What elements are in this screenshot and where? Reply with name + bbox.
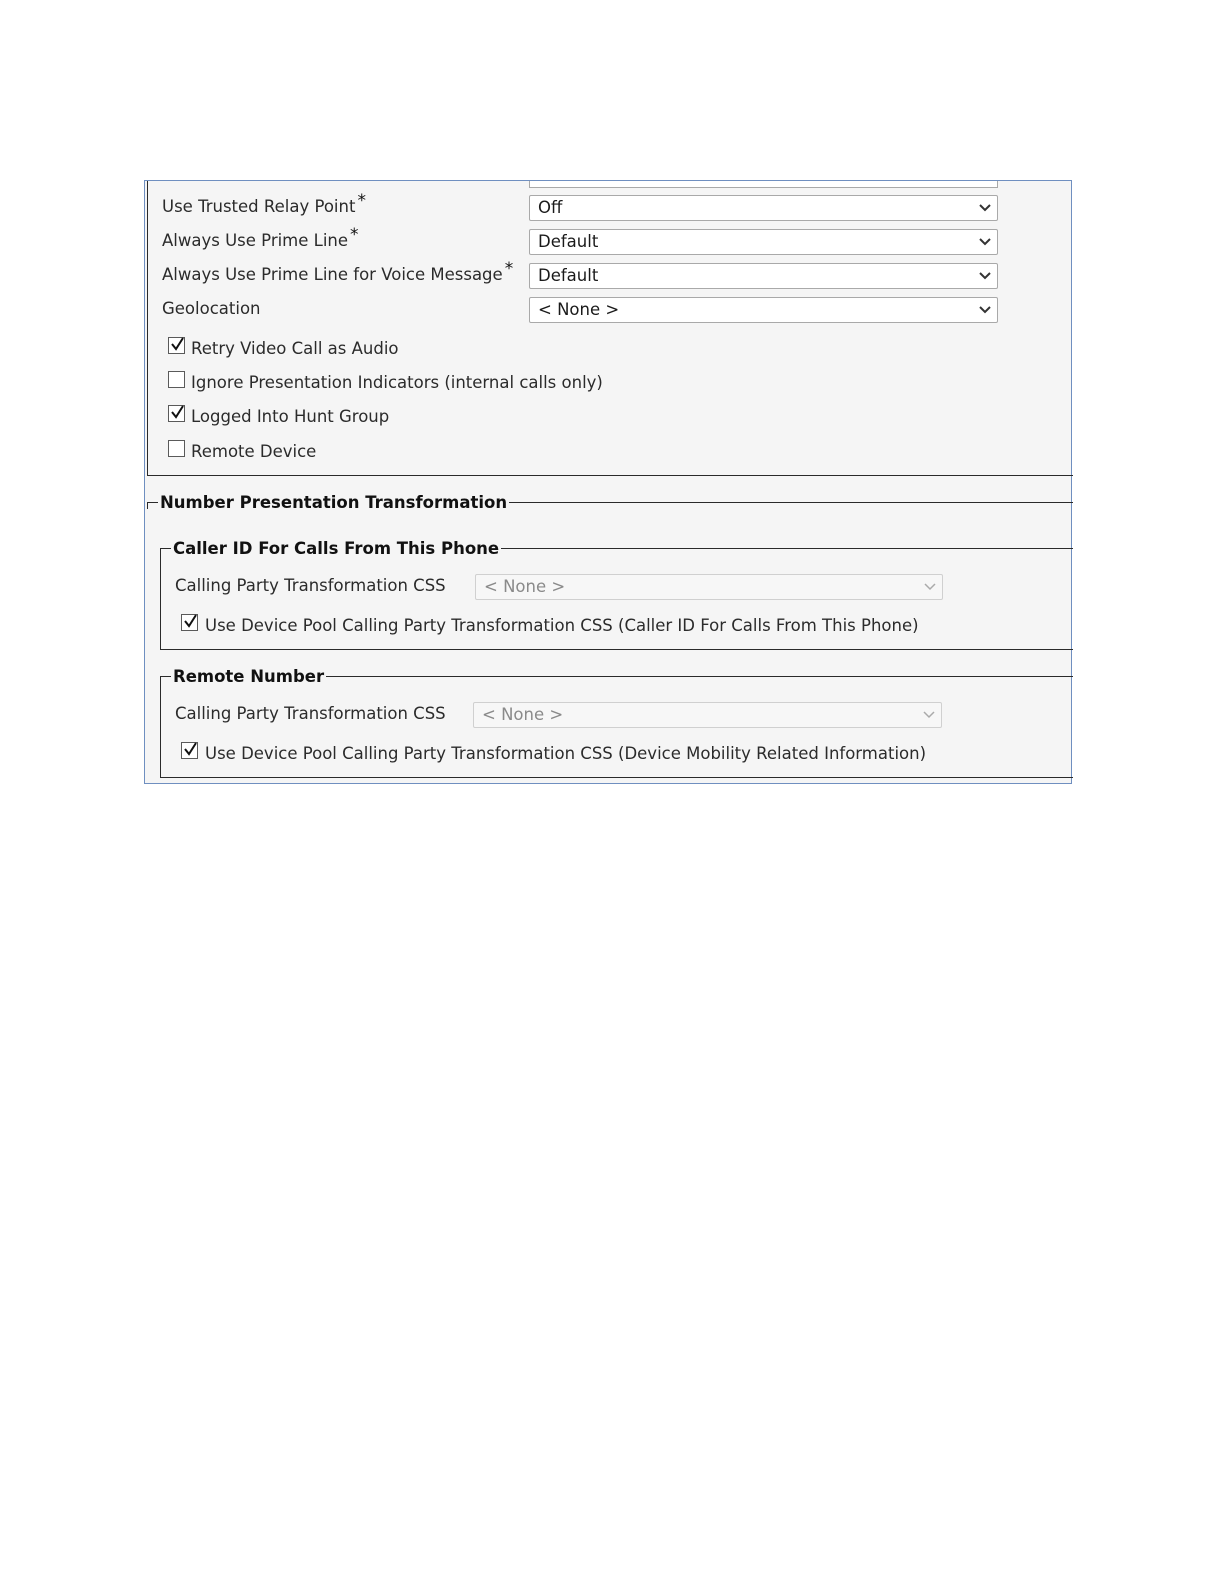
remote-left-border — [160, 676, 161, 778]
settings-panel — [144, 180, 1072, 784]
remote-css-label: Calling Party Transformation CSS — [175, 704, 446, 723]
chevron-down-icon — [979, 305, 991, 315]
trusted-relay-select[interactable]: Off — [529, 195, 998, 221]
remote-bottom-border — [160, 777, 1073, 778]
section-bottom-border — [147, 475, 1073, 476]
hunt-group-label: Logged Into Hunt Group — [191, 407, 390, 426]
prime-line-select[interactable]: Default — [529, 229, 998, 255]
geolocation-select[interactable]: < None > — [529, 297, 998, 323]
callerid-css-label: Calling Party Transformation CSS — [175, 576, 446, 595]
field-label-trusted-relay: Use Trusted Relay Point * — [162, 191, 366, 216]
retry-video-label: Retry Video Call as Audio — [191, 339, 399, 358]
npt-left-border — [147, 502, 148, 509]
hunt-group-checkbox[interactable] — [168, 405, 185, 422]
chevron-down-icon — [923, 710, 935, 720]
remote-legend: Remote Number — [173, 667, 325, 686]
ignore-presentation-checkbox[interactable] — [168, 371, 185, 388]
remote-devicepool-checkbox[interactable] — [181, 742, 198, 759]
section-left-border — [147, 181, 148, 476]
callerid-left-border — [160, 548, 161, 650]
remote-device-checkbox[interactable] — [168, 440, 185, 457]
chevron-down-icon — [924, 582, 936, 592]
field-label-geolocation: Geolocation — [162, 299, 261, 318]
chevron-down-icon — [979, 203, 991, 213]
npt-legend: Number Presentation Transformation — [160, 493, 508, 512]
remote-devicepool-label: Use Device Pool Calling Party Transformation CSS (Device Mobility Related Information) — [205, 744, 927, 763]
callerid-devicepool-checkbox[interactable] — [181, 614, 198, 631]
retry-video-checkbox[interactable] — [168, 337, 185, 354]
field-label-prime-line: Always Use Prime Line * — [162, 225, 359, 250]
remote-device-label: Remote Device — [191, 442, 317, 461]
check-icon — [170, 405, 185, 420]
check-icon — [170, 337, 185, 352]
cutoff-select-bottom — [529, 181, 998, 188]
callerid-bottom-border — [160, 649, 1073, 650]
ignore-presentation-label: Ignore Presentation Indicators (internal calls only) — [191, 373, 603, 392]
chevron-down-icon — [979, 237, 991, 247]
callerid-devicepool-label: Use Device Pool Calling Party Transformation CSS (Caller ID For Calls From This Phone) — [205, 616, 919, 635]
check-icon — [183, 742, 198, 757]
remote-css-select[interactable]: < None > — [473, 702, 942, 728]
prime-line-voice-select[interactable]: Default — [529, 263, 998, 289]
callerid-css-select[interactable]: < None > — [475, 574, 943, 600]
callerid-legend: Caller ID For Calls From This Phone — [173, 539, 500, 558]
chevron-down-icon — [979, 271, 991, 281]
check-icon — [183, 614, 198, 629]
field-label-prime-line-voice: Always Use Prime Line for Voice Message * — [162, 259, 514, 284]
